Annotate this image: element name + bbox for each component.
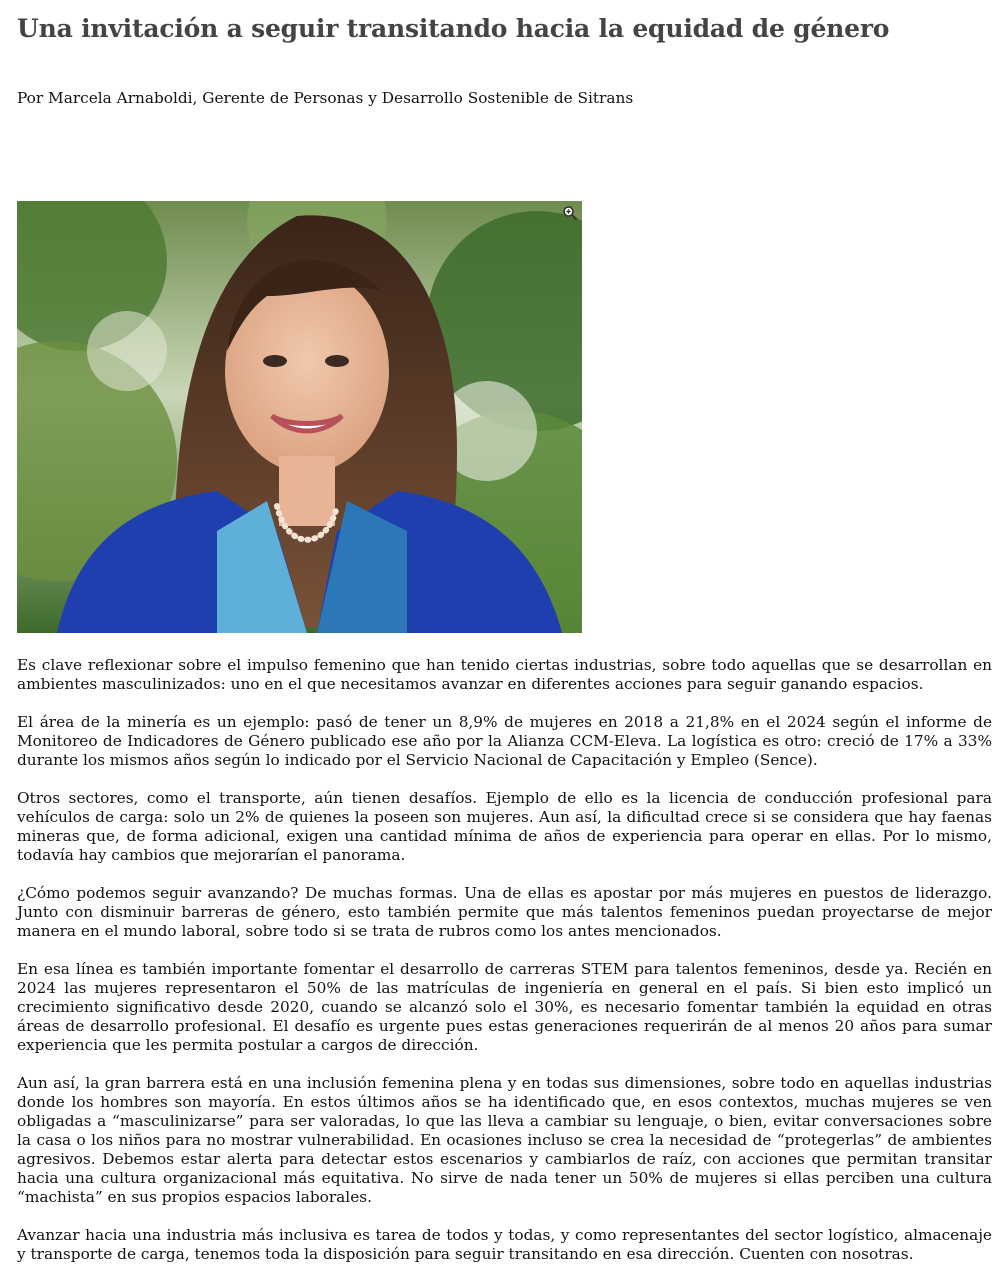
author-photo[interactable] bbox=[17, 201, 582, 633]
article-paragraph: El área de la minería es un ejemplo: pasó de tener un 8,9% de mujeres en 2018 a 21,8% en el 2024 según el informe de Monitoreo de Indicadores de Género publicado ese año por la Alianza CCM-Eleva. La logística es otro: creció de 17% a 33% durante los mismos años según lo indicado por el Servicio Nacional de Capacitación y Empleo (Sence). bbox=[17, 713, 992, 769]
article-paragraph: Aun así, la gran barrera está en una inclusión femenina plena y en todas sus dimensiones, sobre todo en aquellas industrias donde los hombres son mayoría. En estos últimos años se ha identificado que, en esos contextos, muchas mujeres se ven obligadas a “masculinizarse” para ser valoradas, lo que las lleva a cambiar su lenguaje, o bien, evitar conversaciones sobre la casa o los niños para no mostrar vulnerabilidad. En ocasiones incluso se crea la necesidad de “protegerlas” de ambientes agresivos. Debemos estar alerta para detectar estos escenarios y cambiarlos de raíz, con acciones que permitan transitar hacia una cultura organizacional más equitativa. No sirve de nada tener un 50% de mujeres si ellas perciben una cultura “machista” en sus propios espacios laborales. bbox=[17, 1074, 992, 1206]
article-paragraph: Es clave reflexionar sobre el impulso femenino que han tenido ciertas industrias, sobre todo aquellas que se desarrollan en ambientes masculinizados: uno en el que necesitamos avanzar en diferentes acciones para seguir ganando espacios. bbox=[17, 656, 992, 693]
zoom-in-icon[interactable] bbox=[562, 205, 578, 221]
article-title: Una invitación a seguir transitando hacia la equidad de género bbox=[17, 14, 890, 43]
article-byline: Por Marcela Arnaboldi, Gerente de Personas y Desarrollo Sostenible de Sitrans bbox=[17, 89, 634, 107]
author-portrait-illustration bbox=[17, 201, 582, 633]
article-paragraph: Otros sectores, como el transporte, aún tienen desafíos. Ejemplo de ello es la licencia de conducción profesional para vehículos de carga: solo un 2% de quienes la poseen son mujeres. Aun así, la dificultad crece si se considera que hay faenas mineras que, de forma adicional, exigen una cantidad mínima de años de experiencia para operar en ellas. Por lo mismo, todavía hay cambios que mejorarían el panorama. bbox=[17, 789, 992, 864]
article-paragraph: ¿Cómo podemos seguir avanzando? De muchas formas. Una de ellas es apostar por más mujeres en puestos de liderazgo. Junto con disminuir barreras de género, esto también permite que más talentos femeninos puedan proyectarse de mejor manera en el mundo laboral, sobre todo si se trata de rubros como los antes mencionados. bbox=[17, 884, 992, 940]
article-paragraph: En esa línea es también importante fomentar el desarrollo de carreras STEM para talentos femeninos, desde ya. Recién en 2024 las mujeres representaron el 50% de las matrículas de ingeniería en general en el país. Si bien esto implicó un crecimiento significativo desde 2020, cuando se alcanzó solo el 30%, es necesario fomentar también la equidad en otras áreas de desarrollo profesional. El desafío es urgente pues estas generaciones requerirán de al menos 20 años para sumar experiencia que les permita postular a cargos de dirección. bbox=[17, 960, 992, 1054]
article-body bbox=[17, 656, 992, 1283]
article-paragraph: Avanzar hacia una industria más inclusiva es tarea de todos y todas, y como representantes del sector logístico, almacenaje y transporte de carga, tenemos toda la disposición para seguir transitando en esa dirección. Cuenten con nosotras. bbox=[17, 1226, 992, 1263]
